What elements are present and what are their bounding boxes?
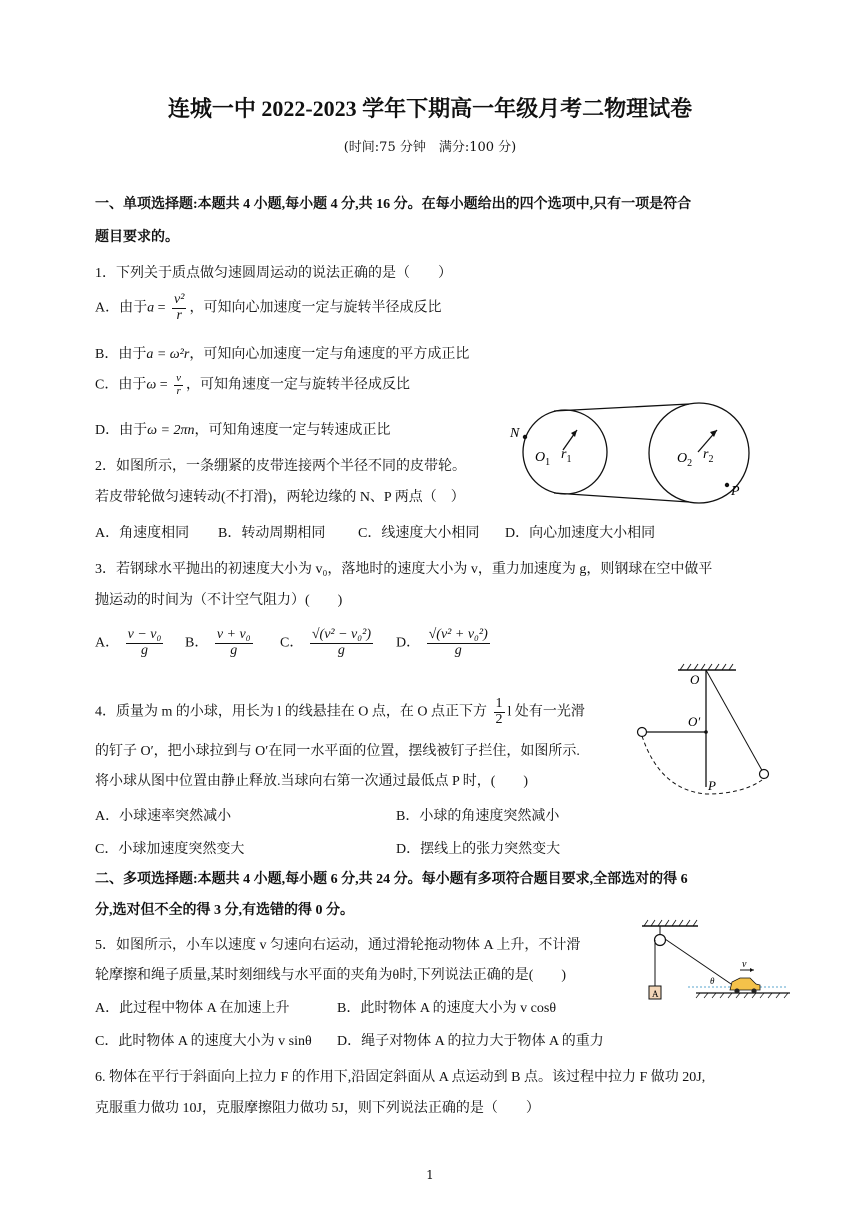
pulley-car-figure bbox=[636, 918, 796, 1008]
q4-option-a: A．小球速率突然减小 bbox=[95, 809, 232, 824]
q3-a-label: A． bbox=[95, 635, 120, 651]
q2-line2: 若皮带轮做匀速转动(不打滑)，两轮边缘的 N、P 两点（ ） bbox=[95, 490, 465, 505]
point-n-label: N bbox=[510, 426, 520, 441]
q1-option-c: C．由于ω = $\frac{v}{r}$ ，可知角速度一定与旋转半径成反比 bbox=[95, 372, 411, 397]
q4-option-b: B．小球的角速度突然减小 bbox=[396, 809, 560, 824]
q4-line1-start: 4．质量为 m 的小球，用长为 l 的线悬挂在 O 点，在 O 点正下方 bbox=[95, 704, 487, 720]
q6-line1: 6. 物体在平行于斜面向上拉力 F 的作用下,沿固定斜面从 A 点运动到 B 点。该过程中拉力 F 做功 20J, bbox=[95, 1070, 706, 1085]
q1-d-formula: ω = 2πn bbox=[147, 423, 195, 438]
q4-line1 bbox=[95, 697, 585, 727]
q1-a-prefix: A．由于 bbox=[95, 300, 148, 316]
q6-line2: 克服重力做功 10J，克服摩擦阻力做功 5J，则下列说法正确的是（ ） bbox=[95, 1101, 540, 1116]
q3-option-c bbox=[280, 628, 376, 658]
r2-label: $r_2$ bbox=[703, 447, 714, 465]
q2-line1: 2．如图所示，一条绷紧的皮带连接两个半径不同的皮带轮。 bbox=[95, 459, 466, 474]
q5-option-b: B．此时物体 A 的速度大小为 v cosθ bbox=[337, 1001, 557, 1016]
q5-option-d: D．绳子对物体 A 的拉力大于物体 A 的重力 bbox=[337, 1034, 604, 1049]
q2-option-a: A．角速度相同 bbox=[95, 526, 190, 541]
section1-heading-line2: 题目要求的。 bbox=[95, 230, 179, 245]
q5-option-c: C．此时物体 A 的速度大小为 v sinθ bbox=[95, 1034, 312, 1049]
q1-a-formula: $\frac{\text{v²}}{r}$ bbox=[174, 292, 185, 323]
o2-label: $O_2$ bbox=[677, 451, 693, 469]
q2-option-c: C．线速度大小相同 bbox=[358, 526, 480, 541]
q3-d-formula: $\frac{\text{√(v² + v₀²)}}{g}$ bbox=[428, 627, 488, 658]
q3-a-formula: $\frac{\text{v − v₀}}{g}$ bbox=[127, 627, 162, 658]
q4-half-fraction: $\frac{1}{2}$ bbox=[495, 696, 503, 727]
q1-option-d bbox=[95, 419, 390, 439]
q1-a-suffix: ，可知向心加速度一定与旋转半径成反比 bbox=[189, 300, 442, 316]
q4-option-c: C．小球加速度突然变大 bbox=[95, 842, 245, 857]
q3-option-a bbox=[95, 628, 166, 658]
q1-option-b bbox=[95, 343, 469, 363]
section2-heading-line1: 二、多项选择题:本题共 4 小题,每小题 6 分,共 24 分。每小题有多项符合题目要求,全部选对的得 6 bbox=[95, 872, 688, 887]
page-title: 连城一中 2022-2023 学年下期高一年级月考二物理试卷 bbox=[167, 96, 693, 121]
pivot-o-label: O bbox=[690, 672, 700, 687]
q1-b-prefix: B．由于 bbox=[95, 347, 147, 362]
q5-line2: 轮摩擦和绳子质量,某时刻细线与水平面的夹角为θ时,下列说法正确的是( ) bbox=[95, 968, 567, 983]
point-p-label: P bbox=[731, 484, 740, 499]
section2-heading-line2: 分,选对但不全的得 3 分,有选错的得 0 分。 bbox=[95, 903, 354, 918]
q4-line3: 将小球从图中位置由静止释放.当球向右第一次通过最低点 P 时，( ) bbox=[95, 774, 529, 789]
q3-b-label: B． bbox=[185, 635, 209, 651]
q3-c-formula: $\frac{\text{√(v² − v₀²)}}{g}$ bbox=[311, 627, 371, 658]
q1-c-prefix: C．由于 bbox=[95, 377, 147, 393]
q4-line1-end: l 处有一光滑 bbox=[507, 704, 585, 720]
car-velocity-label: v bbox=[742, 959, 747, 970]
q1-c-suffix: ，可知角速度一定与旋转半径成反比 bbox=[186, 377, 411, 393]
page-number: 1 bbox=[426, 1168, 434, 1182]
pendulum-figure bbox=[630, 662, 780, 802]
q2-option-d: D．向心加速度大小相同 bbox=[505, 526, 656, 541]
q3-line2: 抛运动的时间为（不计空气阻力）( ) bbox=[95, 593, 343, 608]
q1-stem: 1．下列关于质点做匀速圆周运动的说法正确的是（ ） bbox=[95, 266, 452, 281]
q1-option-a: A．由于a = $\frac{\text{v²}}{r}$ ，可知向心加速度一定与旋转半径成反比 bbox=[95, 292, 442, 323]
q3-line1: 3．若钢球水平抛出的初速度大小为 v₀，落地时的速度大小为 v，重力加速度为 g，则钢球在空中做平 bbox=[95, 562, 713, 577]
o1-label: $O_1$ bbox=[535, 450, 551, 468]
q1-b-suffix: ，可知向心加速度一定与角速度的平方成正比 bbox=[189, 347, 470, 362]
q3-option-b bbox=[185, 628, 256, 658]
q2-option-b: B．转动周期相同 bbox=[218, 526, 326, 541]
q5-option-a: A．此过程中物体 A 在加速上升 bbox=[95, 1001, 290, 1016]
q3-option-d bbox=[396, 628, 493, 658]
section1-heading-line1: 一、单项选择题:本题共 4 小题,每小题 4 分,共 16 分。在每小题给出的四个选项中,只有一项是符合 bbox=[95, 197, 692, 212]
q1-b-formula: a = ω²r bbox=[146, 347, 190, 362]
q1-c-formula: $\frac{v}{r}$ bbox=[176, 372, 182, 397]
q3-c-label: C． bbox=[280, 635, 304, 651]
lowest-point-p-label: P bbox=[708, 778, 716, 793]
angle-theta-label: θ bbox=[710, 976, 715, 986]
q4-line2: 的钉子 O′，把小球拉到与 O′在同一水平面的位置，摆线被钉子拦住，如图所示. bbox=[95, 744, 580, 759]
q1-d-suffix: ，可知角速度一定与转速成正比 bbox=[194, 423, 391, 438]
q1-d-prefix: D．由于 bbox=[95, 423, 148, 438]
q3-d-label: D． bbox=[396, 635, 421, 651]
q5-line1: 5．如图所示，小车以速度 v 匀速向右运动，通过滑轮拖动物体 A 上升，不计滑 bbox=[95, 938, 581, 953]
block-a-label: A bbox=[652, 989, 659, 999]
belt-pulley-figure bbox=[505, 400, 760, 510]
r1-label: $r_1$ bbox=[561, 447, 572, 465]
nail-o-prime-label: O′ bbox=[688, 714, 701, 729]
exam-time-score: (时间:75 分钟 满分:100 分) bbox=[343, 140, 517, 155]
q3-b-formula: $\frac{\text{v + v₀}}{g}$ bbox=[216, 627, 251, 658]
q4-option-d: D．摆线上的张力突然变大 bbox=[396, 842, 561, 857]
